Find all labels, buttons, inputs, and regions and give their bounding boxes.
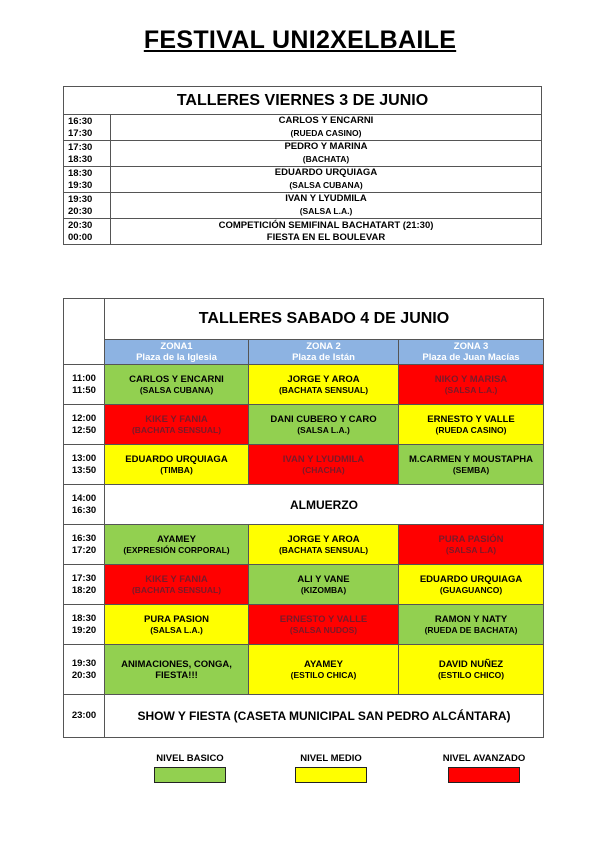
workshop-cell: KIKE Y FANIA (BACHATA SENSUAL): [105, 405, 249, 445]
table-row: [64, 365, 544, 405]
time-cell: 16:30 17:20: [64, 525, 105, 565]
workshop-cell: AYAMEY (ESTILO CHICA): [249, 645, 399, 695]
workshop-cell: EDUARDO URQUIAGA (GUAGUANCO): [399, 565, 544, 605]
workshop-cell: EDUARDO URQUIAGA (TIMBA): [105, 445, 249, 485]
workshop-cell: ERNESTO Y VALLE (SALSA NUDOS): [249, 605, 399, 645]
zone-header-row: [64, 340, 544, 365]
table-row: [64, 525, 544, 565]
workshop-cell: JORGE Y AROA (BACHATA SENSUAL): [249, 525, 399, 565]
workshop-cell: AYAMEY (EXPRESIÓN CORPORAL): [105, 525, 249, 565]
friday-schedule-table: [63, 86, 542, 245]
time-cell: 14:00 16:30: [64, 485, 105, 525]
zone-header: ZONA1 Plaza de la Iglesia: [105, 340, 249, 365]
workshop-cell: JORGE Y AROA (BACHATA SENSUAL): [249, 365, 399, 405]
workshop-cell: CARLOS Y ENCARNI (SALSA CUBANA): [105, 365, 249, 405]
table-row: [64, 565, 544, 605]
table-row: [64, 645, 544, 695]
workshop-cell: ANIMACIONES, CONGA, FIESTA!!!: [105, 645, 249, 695]
saturday-schedule-table: [63, 298, 544, 738]
workshop-cell: COMPETICIÓN SEMIFINAL BACHATART (21:30) FIESTA EN EL BOULEVAR: [111, 219, 542, 245]
workshop-cell: ERNESTO Y VALLE (RUEDA CASINO): [399, 405, 544, 445]
time-cell: 23:00: [64, 695, 105, 738]
workshop-cell: DANI CUBERO Y CARO (SALSA L.A.): [249, 405, 399, 445]
workshop-cell: KIKE Y FANIA (BACHATA SENSUAL): [105, 565, 249, 605]
legend-item-basic: [150, 753, 230, 783]
table-row: [64, 695, 544, 738]
workshop-cell: NIKO Y MARISA (SALSA L.A.): [399, 365, 544, 405]
time-cell: 19:30 20:30: [64, 645, 105, 695]
table-row: [64, 115, 542, 141]
workshop-cell: CARLOS Y ENCARNI (RUEDA CASINO): [111, 115, 542, 141]
workshop-cell: M.CARMEN Y MOUSTAPHA (SEMBA): [399, 445, 544, 485]
workshop-cell: ALI Y VANE (KIZOMBA): [249, 565, 399, 605]
time-cell: 12:00 12:50: [64, 405, 105, 445]
legend-item-medium: [291, 753, 371, 783]
lunch-cell: ALMUERZO: [105, 485, 544, 525]
workshop-cell: PEDRO Y MARINA (BACHATA): [111, 141, 542, 167]
workshop-cell: PURA PASIÓN (SALSA L.A): [399, 525, 544, 565]
workshop-cell: DAVID NUÑEZ (ESTILO CHICO): [399, 645, 544, 695]
workshop-cell: EDUARDO URQUIAGA (SALSA CUBANA): [111, 167, 542, 193]
saturday-heading: TALLERES SABADO 4 DE JUNIO: [105, 299, 544, 340]
table-row: [64, 605, 544, 645]
legend-swatch: [448, 767, 520, 783]
corner-cell: [64, 299, 105, 365]
table-row: [64, 445, 544, 485]
legend-item-advanced: [434, 753, 534, 783]
time-cell: 18:30 19:20: [64, 605, 105, 645]
legend-label: NIVEL MEDIO: [300, 753, 362, 764]
zone-header: ZONA 3 Plaza de Juan Macías: [399, 340, 544, 365]
legend-label: NIVEL BASICO: [156, 753, 224, 764]
table-row: [64, 485, 544, 525]
time-cell: 17:30 18:20: [64, 565, 105, 605]
time-cell: 18:30 19:30: [64, 167, 111, 193]
zone-header: ZONA 2 Plaza de Istán: [249, 340, 399, 365]
time-cell: 17:30 18:30: [64, 141, 111, 167]
workshop-cell: IVAN Y LYUDMILA (SALSA L.A.): [111, 193, 542, 219]
time-cell: 20:30 00:00: [64, 219, 111, 245]
time-cell: 13:00 13:50: [64, 445, 105, 485]
workshop-cell: IVAN Y LYUDMILA (CHACHA): [249, 445, 399, 485]
show-cell: SHOW Y FIESTA (CASETA MUNICIPAL SAN PEDRO ALCÁNTARA): [105, 695, 544, 738]
table-row: [64, 219, 542, 245]
table-row: [64, 167, 542, 193]
legend-label: NIVEL AVANZADO: [442, 753, 526, 764]
table-row: [64, 141, 542, 167]
table-row: [64, 193, 542, 219]
time-cell: 19:30 20:30: [64, 193, 111, 219]
friday-heading: TALLERES VIERNES 3 DE JUNIO: [64, 87, 542, 115]
legend-swatch: [154, 767, 226, 783]
time-cell: 16:30 17:30: [64, 115, 111, 141]
page-title: FESTIVAL UNI2XELBAILE: [143, 26, 457, 54]
workshop-cell: PURA PASION (SALSA L.A.): [105, 605, 249, 645]
legend-swatch: [295, 767, 367, 783]
time-cell: 11:00 11:50: [64, 365, 105, 405]
table-row: [64, 405, 544, 445]
workshop-cell: RAMON Y NATY (RUEDA DE BACHATA): [399, 605, 544, 645]
